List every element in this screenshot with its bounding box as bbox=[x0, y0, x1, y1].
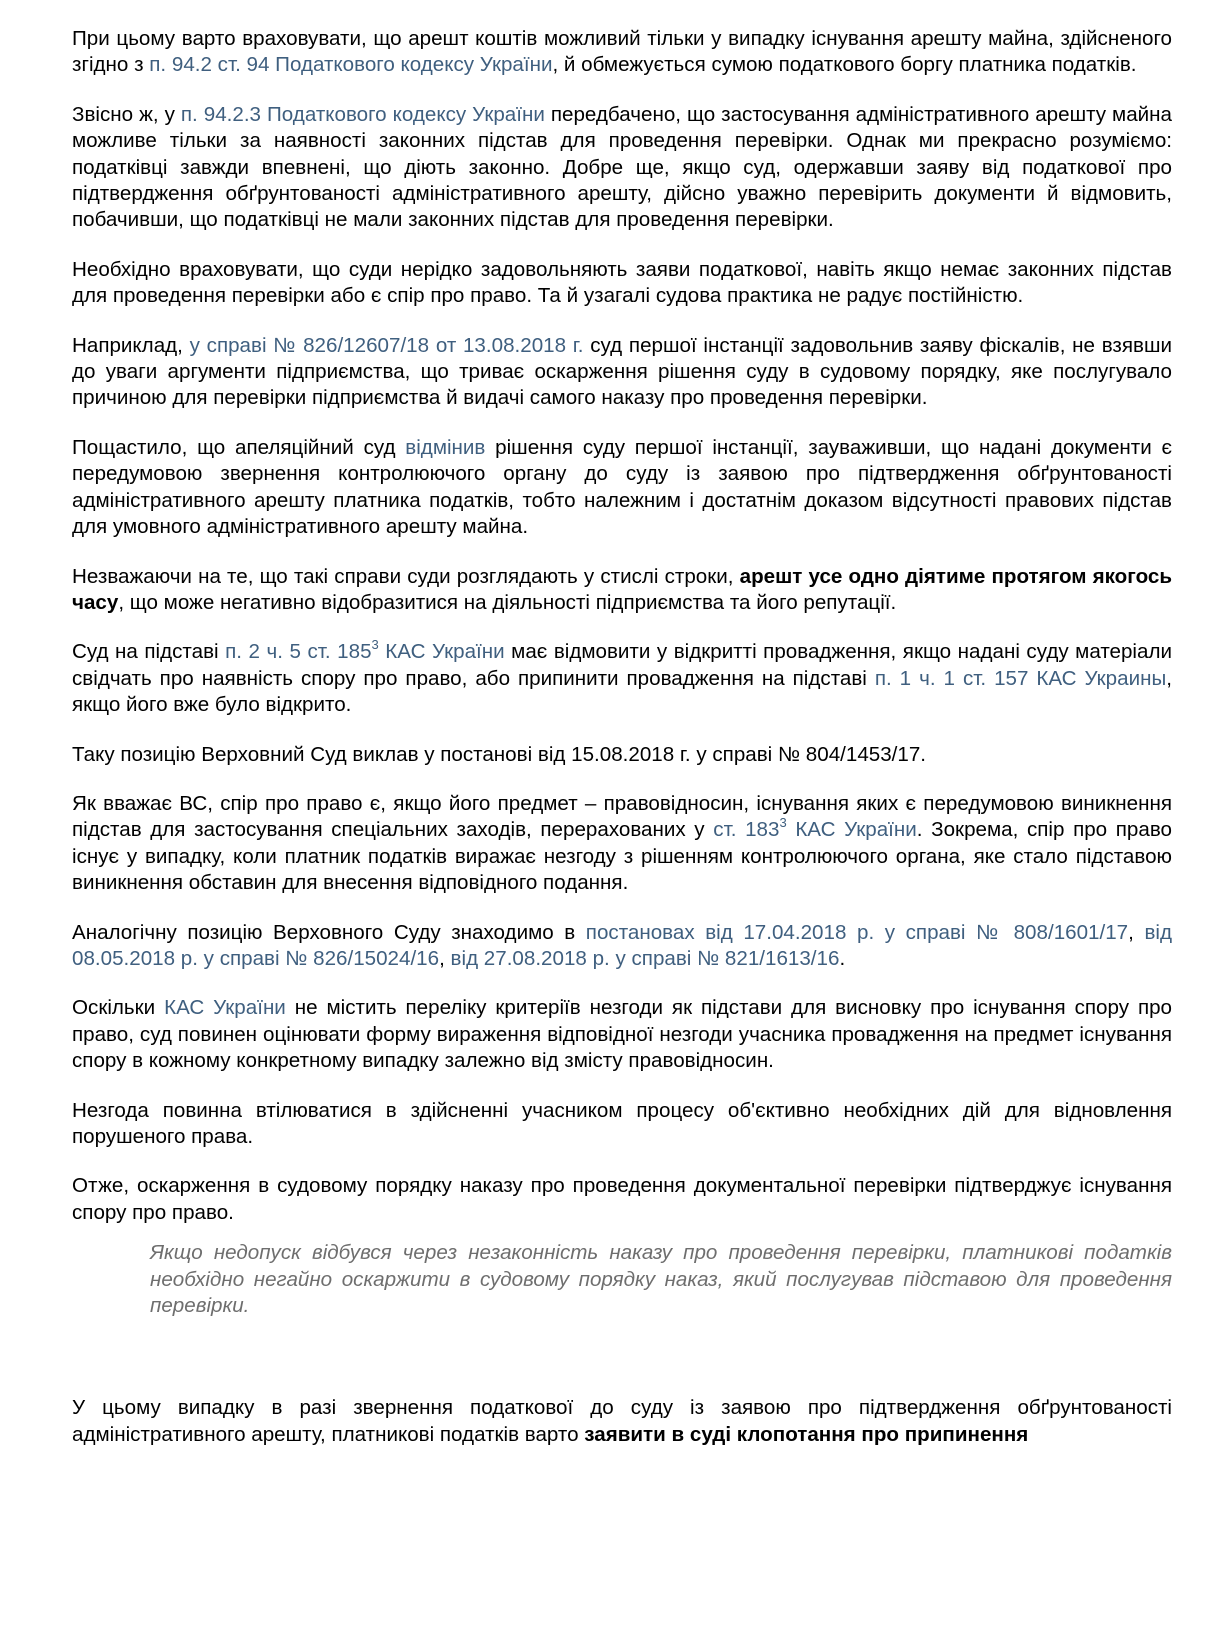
text: , bbox=[439, 946, 451, 970]
text: Як вважає ВС, спір про право є, якщо його предмет – правовідносин, існування яких є передумовою виникнення підстав для застосування спеціальних заходів, перерахованих у bbox=[72, 791, 1172, 842]
paragraph-motion bbox=[72, 1395, 1172, 1448]
link-kas-185-3[interactable] bbox=[225, 637, 505, 664]
text: . Зокрема, спір про право існує у випадку, коли платник податків виражає незгоду з рішенням контролюючого органа, яке стало підставою виникнення обставин для внесення відповідного подання. bbox=[72, 818, 1172, 895]
text: , що може негативно відобразитися на діяльності підприємства та його репутації. bbox=[118, 590, 897, 614]
link-case-821-1613-16[interactable]: від 27.08.2018 р. у справі № 821/1613/16 bbox=[450, 946, 840, 970]
text: Незгода повинна втілюватися в здійсненні учасником процесу об'єктивно необхідних дій для відновлення порушеного права. bbox=[72, 1098, 1172, 1148]
text: Необхідно враховувати, що суди нерідко задовольняють заяви податкової, навіть якщо немає законних підстав для проведення перевірки або є спір про право. Та й узагалі судова практика не радує постійністю. bbox=[72, 257, 1172, 308]
paragraph-example-case bbox=[72, 333, 1172, 412]
text: має відмовити у відкритті провадження, якщо надані суду матеріали свідчать про наявність спору про право, або припинити провадження на підставі bbox=[72, 640, 1172, 690]
link-kas-183-3[interactable] bbox=[713, 815, 917, 842]
paragraph-court-refusal bbox=[72, 639, 1172, 718]
text: Отже, оскарження в судовому порядку наказу про проведення документальної перевірки підтверджує існування спору про право. bbox=[72, 1174, 1172, 1224]
link-text: ст. 183 bbox=[713, 818, 780, 842]
link-text: КАС України bbox=[378, 640, 505, 664]
link-appeal-decision[interactable]: відмінив bbox=[405, 435, 486, 459]
text: передбачено, що застосування адміністративного арешту майна можливе тільки за наявності законних підстав для проведення перевірки. Однак ми прекрасно розуміємо: податківці завжди впевнені, що діють законно. Добре ще, якщо суд, одержавши заяву від податкової про підтвердження обґрунтованості адміністративного арешту, дійсно уважно перевірить документи й відмовить, побачивши, що податківці не мали законних підстав для проведення перевірки. bbox=[72, 102, 1172, 232]
text: , bbox=[1128, 920, 1145, 944]
paragraph-arrest-funds bbox=[72, 26, 1172, 79]
superscript: 3 bbox=[779, 815, 787, 831]
text: . bbox=[839, 946, 846, 970]
bold-text: заявити в суді клопотання про припинення bbox=[584, 1422, 1029, 1446]
link-tax-code-94-2-3[interactable]: п. 94.2.3 Податкового кодексу України bbox=[180, 102, 545, 126]
paragraph-similar-positions bbox=[72, 920, 1172, 973]
text: не містить переліку критеріїв незгоди як підстави для висновку про існування спору про право, суд повинен оцінювати форму вираження відповідної незгоди учасника провадження на предмет існування спору в кожному конкретному випадку залежно від змісту правовідносин. bbox=[72, 996, 1172, 1073]
text: , й обмежується сумою податкового боргу платника податків. bbox=[552, 53, 1137, 77]
paragraph-arrest-duration bbox=[72, 564, 1172, 617]
paragraph-courts-practice bbox=[72, 257, 1172, 310]
link-case-826-12607-18[interactable]: у справі № 826/12607/18 от 13.08.2018 г. bbox=[189, 333, 584, 357]
text: При цьому варто враховувати, що арешт коштів можливий тільки у випадку існування арешту майна, здійсненого згідно з bbox=[72, 27, 1172, 77]
link-tax-code-94-2[interactable]: п. 94.2 ст. 94 Податкового кодексу України bbox=[149, 53, 553, 77]
paragraph-tax-code-94-2-3 bbox=[72, 102, 1172, 234]
spacer bbox=[72, 1319, 1172, 1395]
text: Пощастило, що апеляційний суд bbox=[72, 435, 406, 459]
text: рішення суду першої інстанції, зауваживши, що надані документи є передумовою звернення контролюючого органу до суду із заявою про підтвердження обґрунтованості адміністративного арешту платника податків, тобто належним і достатнім доказом відсутності правових підстав для умовного адміністративного арешту майна. bbox=[72, 435, 1172, 539]
quote-text: Якщо недопуск відбувся через незаконність наказу про проведення перевірки, платникові податків необхідно негайно оскаржити в судовому порядку наказ, який послугував підставою для проведення перевірки. bbox=[150, 1241, 1172, 1318]
link-case-808-1601-17[interactable]: постановах від 17.04.2018 р. у справі № 808/1601/17 bbox=[585, 920, 1129, 944]
text: , якщо його вже було відкрито. bbox=[72, 666, 1173, 717]
paragraph-appeal bbox=[72, 435, 1172, 541]
text: Звісно ж, у bbox=[72, 102, 181, 126]
text: Таку позицію Верховний Суд виклав у постанові від 15.08.2018 г. у справі № 804/1453/17. bbox=[72, 742, 927, 766]
paragraph-conclusion bbox=[72, 1173, 1172, 1226]
link-kas-157[interactable]: п. 1 ч. 1 ст. 157 КАС Украины bbox=[874, 666, 1167, 690]
text: У цьому випадку в разі звернення податкової до суду із заявою про підтвердження обґрунтованості адміністративного арешту, платникові податків варто bbox=[72, 1396, 1172, 1446]
link-text: п. 2 ч. 5 ст. 185 bbox=[225, 640, 372, 664]
paragraph-supreme-court-position bbox=[72, 742, 1172, 768]
text: Оскільки bbox=[72, 996, 165, 1020]
quote-block bbox=[150, 1240, 1172, 1319]
link-text: КАС України bbox=[786, 818, 917, 842]
link-case-826-15024-16[interactable]: від 08.05.2018 р. у справі № 826/15024/16 bbox=[72, 920, 1172, 970]
paragraph-dispute-definition bbox=[72, 791, 1172, 897]
text: Суд на підставі bbox=[72, 640, 226, 664]
paragraph-disagreement bbox=[72, 1098, 1172, 1151]
document-page bbox=[72, 0, 1172, 1471]
link-kas[interactable]: КАС України bbox=[164, 996, 286, 1020]
text: суд першої інстанції задовольнив заяву фіскалів, не взявши до уваги аргументи підприємства, що триває оскарження рішення суду в судовому порядку, яке послугувало причиною для перевірки підприємства й видачі самого наказу про проведення перевірки. bbox=[72, 333, 1172, 410]
text: Аналогічну позицію Верховного Суду знаходимо в bbox=[72, 920, 586, 944]
text: Незважаючи на те, що такі справи суди розглядають у стислі строки, bbox=[72, 564, 740, 588]
bold-text: арешт усе одно діятиме протягом якогось часу bbox=[72, 564, 1172, 614]
superscript: 3 bbox=[371, 637, 379, 653]
text: Наприклад, bbox=[72, 333, 190, 357]
paragraph-criteria bbox=[72, 995, 1172, 1074]
